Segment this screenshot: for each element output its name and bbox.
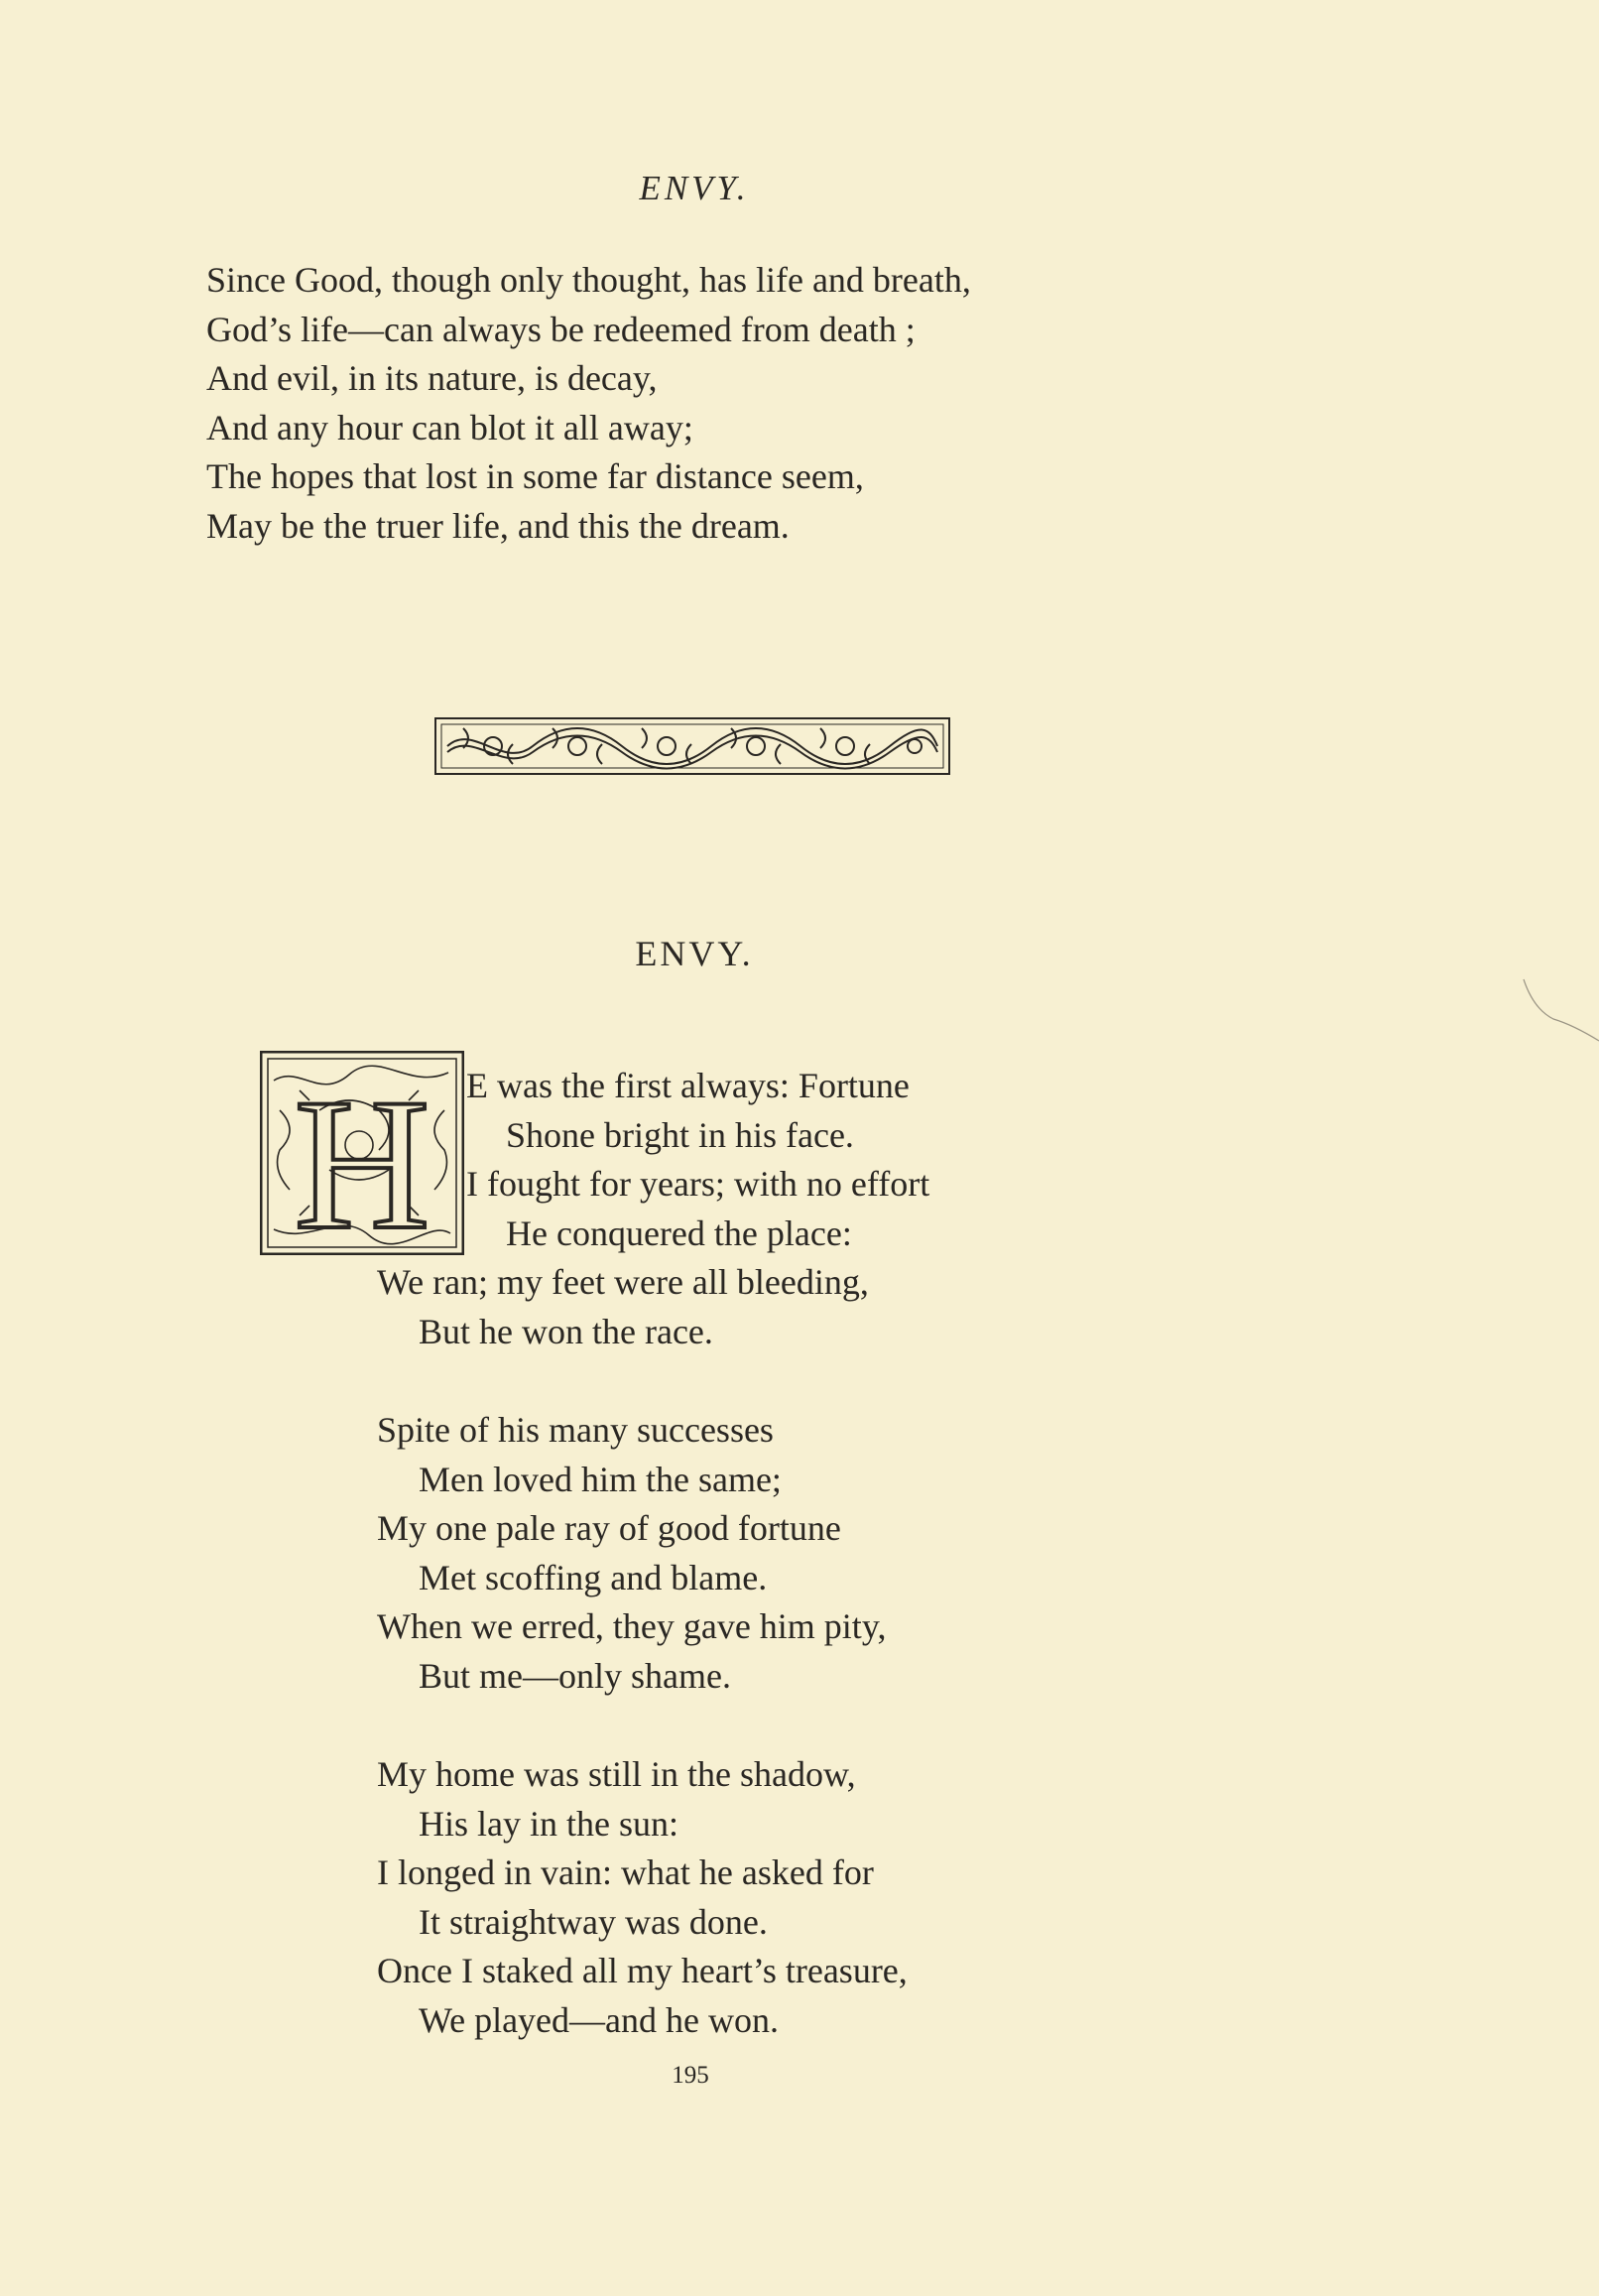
verse-line: Since Good, though only thought, has life and breath, <box>206 260 971 300</box>
verse-line: I fought for years; with no effort <box>466 1164 930 1204</box>
running-head: ENVY. <box>639 169 750 207</box>
ornamental-divider <box>433 712 951 780</box>
top-stanza <box>206 256 971 551</box>
verse-line: My one pale ray of good fortune <box>377 1508 841 1548</box>
verse-line: I longed in vain: what he asked for <box>377 1852 874 1892</box>
verse-line: Shone bright in his face. <box>506 1114 854 1155</box>
verse-line: But he won the race. <box>419 1311 713 1351</box>
margin-stray-mark <box>1520 977 1599 1057</box>
poem-title: ENVY. <box>635 934 754 973</box>
verse-line: Spite of his many successes <box>377 1410 774 1450</box>
stanza <box>377 1406 929 1701</box>
stanza <box>377 1750 929 2045</box>
verse-line: God’s life—can always be redeemed from death ; <box>206 309 916 349</box>
verse-line: Men loved him the same; <box>419 1459 782 1499</box>
drop-cap-letter: H <box>294 1061 430 1255</box>
verse-line: May be the truer life, and this the dream. <box>206 505 790 546</box>
verse-line: Once I staked all my heart’s treasure, <box>377 1951 908 1990</box>
verse-line: It straightway was done. <box>419 1901 768 1942</box>
verse-line: My home was still in the shadow, <box>377 1754 856 1794</box>
verse-line: E was the first always: Fortune <box>466 1066 910 1105</box>
verse-line: The hopes that lost in some far distance seem, <box>206 456 864 496</box>
stanza <box>466 1062 929 1258</box>
verse-line: But me—only shame. <box>419 1655 731 1696</box>
verse-line: And any hour can blot it all away; <box>206 407 693 447</box>
verse-line: He conquered the place: <box>506 1212 852 1253</box>
verse-line: We ran; my feet were all bleeding, <box>377 1262 869 1302</box>
verse-line: His lay in the sun: <box>419 1803 678 1844</box>
poem-body <box>377 1062 929 2045</box>
verse-line: Met scoffing and blame. <box>419 1557 768 1597</box>
page-number: 195 <box>672 2062 709 2089</box>
verse-line: When we erred, they gave him pity, <box>377 1606 887 1646</box>
verse-line: And evil, in its nature, is decay, <box>206 358 658 398</box>
verse-line: We played—and he won. <box>419 1999 779 2040</box>
